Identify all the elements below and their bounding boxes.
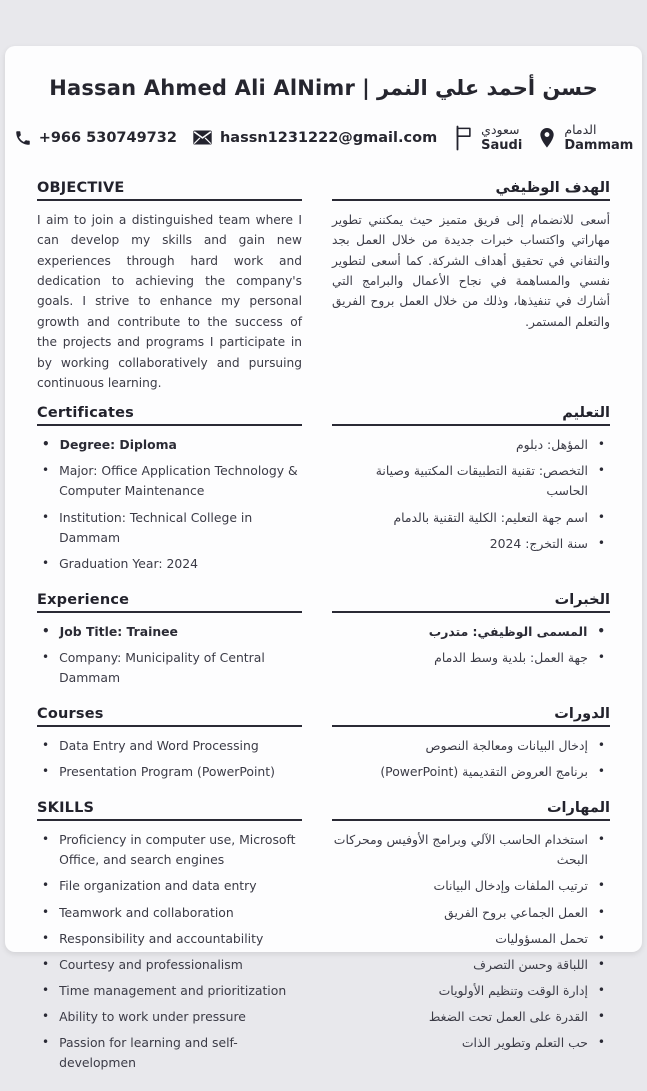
- list-item: [37, 876, 302, 896]
- list-item-text: القدرة على العمل تحت الضغط: [428, 1008, 588, 1024]
- bullet-icon: •: [597, 649, 605, 664]
- list-item-text: المسمى الوظيفي: متدرب: [428, 623, 588, 639]
- bullet-icon: •: [42, 904, 50, 919]
- bullet-icon: •: [597, 764, 605, 779]
- phone-number: +966 530749732: [38, 129, 177, 146]
- objective-text-en: I aim to join a distinguished team where I can develop my skills and gain new experiences through hard work and dedication to achieving the company's goals. I strive to enhance my personal growth and contribute to the success of the projects and programs I participate in by working collaboratively and pursuing continuous learning.: [37, 212, 302, 390]
- bullet-icon: •: [42, 509, 50, 524]
- section-title-courses-en: Courses: [37, 706, 302, 727]
- list-item: [332, 762, 610, 782]
- list-item: [37, 508, 302, 548]
- list-item-text: التخصص: تقنية التطبيقات المكتبية وصيانة الحاسب: [375, 463, 588, 499]
- bullet-icon: •: [597, 738, 605, 753]
- list-item: [332, 1033, 610, 1053]
- list-item: [332, 876, 610, 896]
- section-title-skills-ar: المهارات: [332, 800, 610, 821]
- section-courses-en: [37, 706, 302, 788]
- list-item: [37, 461, 302, 501]
- list-item-text: Ability to work under pressure: [59, 1008, 246, 1024]
- list-item-text: Job Title: Trainee: [59, 623, 178, 639]
- bullet-icon: •: [597, 904, 605, 919]
- list-item-text: Presentation Program (PowerPoint): [59, 764, 275, 780]
- bullet-icon: •: [597, 437, 605, 452]
- list-item-text: Passion for learning and self-developmen: [59, 1035, 238, 1071]
- bullet-icon: •: [597, 832, 605, 847]
- contact-location: [537, 122, 633, 154]
- section-education-ar: [332, 405, 610, 580]
- name-separator: |: [362, 76, 370, 100]
- bullet-icon: •: [597, 878, 605, 893]
- list-item: [37, 762, 302, 782]
- list-item: [37, 1033, 302, 1073]
- list-item: [37, 1007, 302, 1027]
- section-title-experience-en: Experience: [37, 592, 302, 613]
- bullet-icon: •: [597, 930, 605, 945]
- bullet-icon: •: [42, 463, 50, 478]
- section-title-skills-en: SKILLS: [37, 800, 302, 821]
- list-item-text: File organization and data entry: [59, 878, 257, 894]
- location-labels: [564, 122, 633, 154]
- city-english: Dammam: [564, 137, 634, 153]
- list-item-text: Time management and prioritization: [59, 982, 287, 998]
- nationality-english: Saudi: [481, 137, 523, 153]
- list-item: [332, 903, 610, 923]
- list-item: [37, 554, 302, 574]
- flag-icon: [452, 124, 474, 152]
- list-item: [37, 435, 302, 455]
- resume-page: [5, 46, 642, 1071]
- bullet-icon: •: [42, 623, 50, 638]
- bullet-icon: •: [42, 555, 50, 570]
- list-item-text: ترتيب الملفات وإدخال البيانات: [433, 878, 588, 894]
- list-item-text: العمل الجماعي بروح الفريق: [444, 904, 588, 920]
- section-experience-ar: [332, 592, 610, 694]
- nationality-labels: [481, 122, 522, 154]
- list-item-text: اسم جهة التعليم: الكلية التقنية بالدمام: [393, 509, 588, 525]
- list-item-text: Responsibility and accountability: [59, 930, 264, 946]
- name-english: Hassan Ahmed Ali AlNimr: [49, 76, 356, 100]
- list-item: [37, 830, 302, 870]
- list-item: [332, 830, 610, 870]
- list-item: [332, 622, 610, 642]
- contact-nationality: [452, 122, 522, 154]
- nationality-arabic: سعودي: [481, 122, 520, 137]
- bullet-icon: •: [597, 463, 605, 478]
- courses-list-ar: [332, 736, 610, 782]
- experience-list-ar: [332, 622, 610, 668]
- skills-list-en: [37, 830, 302, 1073]
- bullet-icon: •: [597, 1035, 605, 1050]
- bullet-icon: •: [597, 1008, 605, 1023]
- section-courses-ar: [332, 706, 610, 788]
- list-item: [332, 461, 610, 501]
- list-item: [332, 955, 610, 975]
- contact-phone: [14, 129, 177, 147]
- list-item: [332, 534, 610, 554]
- section-objective-ar: [332, 180, 610, 393]
- contact-email: [192, 129, 437, 146]
- bullet-icon: •: [597, 956, 605, 971]
- list-item-text: Proficiency in computer use, Microsoft Office, and search engines: [59, 832, 296, 868]
- section-certificates-en: [37, 405, 302, 580]
- bullet-icon: •: [42, 1035, 50, 1050]
- section-title-education-ar: التعليم: [332, 405, 610, 426]
- list-item: [37, 648, 302, 688]
- list-item: [332, 1007, 610, 1027]
- list-item-text: Graduation Year: 2024: [59, 555, 199, 571]
- list-item-text: Courtesy and professionalism: [59, 956, 243, 972]
- bullet-icon: •: [42, 878, 50, 893]
- skills-list-ar: [332, 830, 610, 1053]
- section-title-objective-ar: الهدف الوظيفي: [332, 180, 610, 201]
- list-item-text: برنامج العروض التقديمية (PowerPoint): [380, 764, 588, 780]
- list-item: [37, 929, 302, 949]
- name-header: [37, 76, 610, 100]
- list-item-text: Major: Office Application Technology & Computer Maintenance: [59, 463, 298, 499]
- email-address: hassn1231222@gmail.com: [219, 129, 438, 146]
- list-item: [37, 903, 302, 923]
- section-skills-ar: [332, 800, 610, 1079]
- list-item-text: إدخال البيانات ومعالجة النصوص: [425, 738, 588, 754]
- list-item-text: سنة التخرج: 2024: [489, 535, 588, 551]
- experience-list-en: [37, 622, 302, 688]
- list-item-text: جهة العمل: بلدية وسط الدمام: [434, 649, 588, 665]
- list-item-text: Institution: Technical College in Dammam: [59, 509, 253, 545]
- bullet-icon: •: [42, 649, 50, 664]
- bullet-icon: •: [42, 982, 50, 997]
- bullet-icon: •: [42, 437, 50, 452]
- bullet-icon: •: [42, 764, 50, 779]
- section-objective-en: [37, 180, 302, 393]
- section-title-objective-en: OBJECTIVE: [37, 180, 302, 201]
- bullet-icon: •: [42, 832, 50, 847]
- section-experience-en: [37, 592, 302, 694]
- list-item-text: اللباقة وحسن التصرف: [473, 956, 588, 972]
- list-item: [332, 736, 610, 756]
- list-item-text: Teamwork and collaboration: [59, 904, 234, 920]
- list-item: [37, 981, 302, 1001]
- objective-text-ar: أسعى للانضمام إلى فريق متميز حيث يمكنني تطوير مهاراتي واكتساب خبرات جديدة من خلال العمل بجد والتفاني في تحقيق أهداف الشركة. كما أسعى لتطوير نفسي والمساهمة في نجاح الأعمال والبرامج التي أشارك في تنفيذها، وذلك من خلال العمل بروح الفريق والتعلم المستمر.: [332, 212, 610, 329]
- list-item: [37, 622, 302, 642]
- list-item: [332, 929, 610, 949]
- list-item: [37, 736, 302, 756]
- courses-list-en: [37, 736, 302, 782]
- certificates-list-en: [37, 435, 302, 574]
- list-item-text: تحمل المسؤوليات: [495, 930, 588, 946]
- city-arabic: الدمام: [564, 122, 597, 137]
- name-arabic: حسن أحمد علي النمر: [376, 76, 598, 100]
- bullet-icon: •: [597, 509, 605, 524]
- list-item: [332, 508, 610, 528]
- list-item-text: المؤهل: دبلوم: [515, 437, 588, 453]
- section-skills-en: [37, 800, 302, 1079]
- contact-row: [37, 122, 634, 154]
- section-title-courses-ar: الدورات: [332, 706, 610, 727]
- bullet-icon: •: [42, 930, 50, 945]
- list-item-text: Company: Municipality of Central Dammam: [59, 649, 265, 685]
- bullet-icon: •: [597, 535, 605, 550]
- list-item: [332, 435, 610, 455]
- email-icon: [192, 129, 213, 146]
- list-item-text: إدارة الوقت وتنظيم الأولويات: [438, 982, 588, 998]
- list-item: [332, 981, 610, 1001]
- bullet-icon: •: [42, 956, 50, 971]
- section-title-experience-ar: الخبرات: [332, 592, 610, 613]
- list-item-text: استخدام الحاسب الآلي وبرامج الأوفيس ومحركات البحث: [333, 832, 588, 868]
- bullet-icon: •: [597, 982, 605, 997]
- bullet-icon: •: [42, 1008, 50, 1023]
- section-title-certificates-en: Certificates: [37, 405, 302, 426]
- location-pin-icon: [537, 125, 557, 151]
- bullet-icon: •: [597, 623, 605, 638]
- list-item-text: Degree: Diploma: [59, 437, 177, 453]
- list-item-text: Data Entry and Word Processing: [59, 738, 259, 754]
- phone-icon: [14, 129, 32, 147]
- list-item-text: حب التعلم وتطوير الذات: [461, 1035, 588, 1051]
- resume-columns: [37, 180, 610, 1091]
- bullet-icon: •: [42, 738, 50, 753]
- list-item: [37, 955, 302, 975]
- education-list-ar: [332, 435, 610, 553]
- list-item: [332, 648, 610, 668]
